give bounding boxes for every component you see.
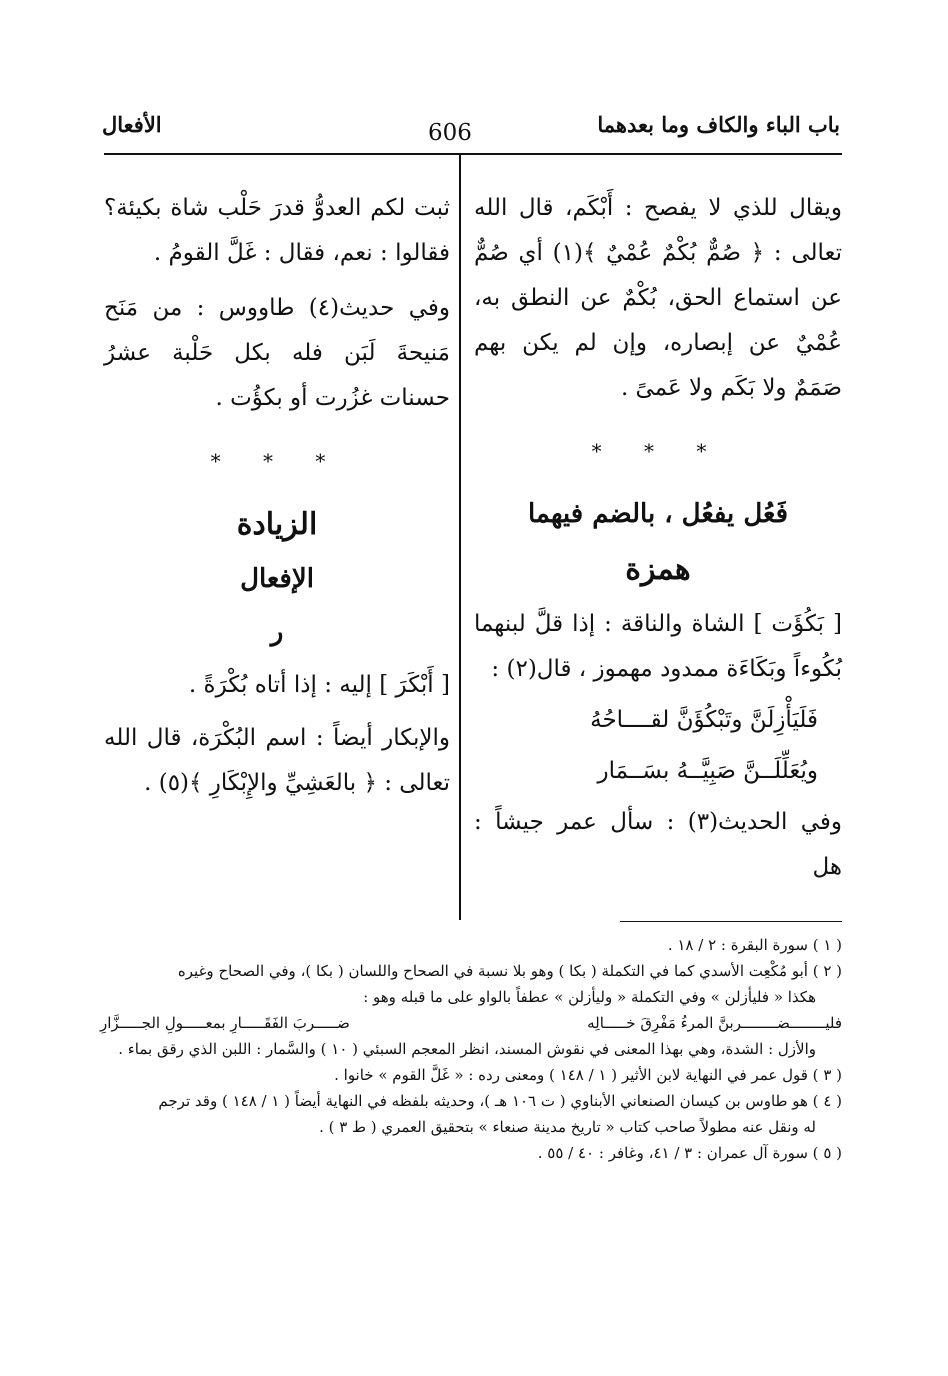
running-header-section: الأفعال	[102, 112, 162, 137]
paragraph-tawus: وفي حديث(٤) طاووس : من مَنَح مَنيحةَ لَبَن فله بكل حَلْبة عشرُ حسنات غزُرت أو بكؤُت .	[104, 295, 450, 411]
paragraph-abkara: [ أَبْكَرَ ] إليه : إذا أتاه بُكْرَةً .	[188, 672, 450, 698]
footnote-2-note: والأزل : الشدة، وهي بهذا المعنى في نقوش المسند، انظر المعجم السبئي ( ١٠ ) والسَّمار : اللبن الذي رقق بماء .	[118, 1040, 816, 1058]
paragraph-ibkar: والإبكار أيضاً : اسم البُكْرَة، قال الله تعالى : ﴿ بالعَشِيِّ والإِبْكَارِ ﴾(٥) .	[104, 725, 450, 796]
footnote-2-continued: هكذا « فليأزلن » وفي التكملة « وليأزلن » عطفاً بالواو على ما قبله وهو :	[363, 988, 816, 1006]
footnote-1: ( ١ ) سورة البقرة : ٢ / ١٨ .	[667, 936, 842, 954]
footnotes	[96, 932, 842, 1166]
footnote-2-poem	[96, 1010, 842, 1036]
footnote-5: ( ٥ ) سورة آل عمران : ٣ / ٤١، وغافر : ٤٠ / ٥٥ .	[537, 1144, 842, 1162]
footnote-3: ( ٣ ) قول عمر في النهاية لابن الأثير ( ١ / ١٤٨ ) ومعنى رده : « غَلَّ القوم » خانوا .	[334, 1066, 842, 1084]
paragraph-hadith-omar: وفي الحديث(٣) : سأل عمر جيشاً : هل	[474, 809, 842, 880]
heading-verb-pattern: فَعُل يفعُل ، بالضم فيهما	[527, 499, 789, 529]
page-number: 606	[428, 120, 472, 146]
heading-ifal: الإفعال	[240, 564, 314, 594]
column-divider	[459, 155, 461, 920]
footnote-2: ( ٢ ) أبو مُكْعِت الأسدي كما في التكملة ( بكا ) وهو بلا نسبة في الصحاح واللسان ( بكا )، وفي الصحاح وغيره	[177, 962, 842, 980]
section-separator: * * *	[591, 439, 725, 463]
left-column	[104, 186, 450, 806]
header-rule	[104, 153, 842, 155]
footnote-poem-first-hemistich: فليــــــــضــــــــربنَّ المرءُ مَفْرِقَ خـــــالِه	[587, 1014, 842, 1032]
heading-ziyada: الزيادة	[236, 507, 318, 542]
footnote-4: ( ٤ ) هو طاوس بن كيسان الصنعاني الأبناوي ( ت ١٠٦ هـ )، وحديثه بلفظه في النهاية أيضاً ( ١ / ١٤٨ ) وقد ترجم	[158, 1092, 842, 1110]
paragraph-abkam: ويقال للذي لا يفصح : أَبْكَم، قال الله تعالى : ﴿ صُمٌّ بُكْمٌ عُمْيٌ ﴾(١) أي صُمٌّ عن استماع الحق، بُكْمٌ عن النطق به، عُمْيٌ عن إبصاره، وإن لم يكن بهم صَمَمٌ ولا بَكَم ولا عَمىً .	[474, 195, 843, 401]
section-separator-left: * * *	[210, 449, 344, 473]
poem-line-2: ويُعَلِّلَــنَّ صَبِيَّــهُ بسَــمَار	[597, 758, 818, 784]
poem-line-1: فَلَيَأْزِلَنَّ وتَبْكُؤَنَّ لقــــاحُهُ	[590, 707, 818, 733]
heading-letter-ra: ر	[270, 617, 284, 647]
running-header-chapter: باب الباء والكاف وما بعدهما	[597, 112, 840, 137]
footnote-rule	[620, 921, 842, 922]
footnote-poem-second-hemistich: ضـــــربَ الفَقَـــــارِ بمعـــــولِ الجـــــزَّارِ	[100, 1014, 350, 1032]
right-column	[474, 186, 842, 890]
heading-hamza: همزة	[625, 552, 691, 587]
paragraph-hadith-continued: ثبت لكم العدوُّ قدرَ حَلْب شاة بكيئة؟ فقالوا : نعم، فقال : غَلَّ القومُ .	[104, 195, 450, 266]
paragraph-bakuat: [ بَكُؤَت ] الشاة والناقة : إذا قلَّ لبنهما بُكُوءاً وبَكَاءَة ممدود مهموز ، قال(٢) :	[474, 611, 842, 682]
footnote-4-continued: له ونقل عنه مطولاً صاحب كتاب « تاريخ مدينة صنعاء » بتحقيق العمري ( ط ٣ ) .	[319, 1118, 816, 1136]
